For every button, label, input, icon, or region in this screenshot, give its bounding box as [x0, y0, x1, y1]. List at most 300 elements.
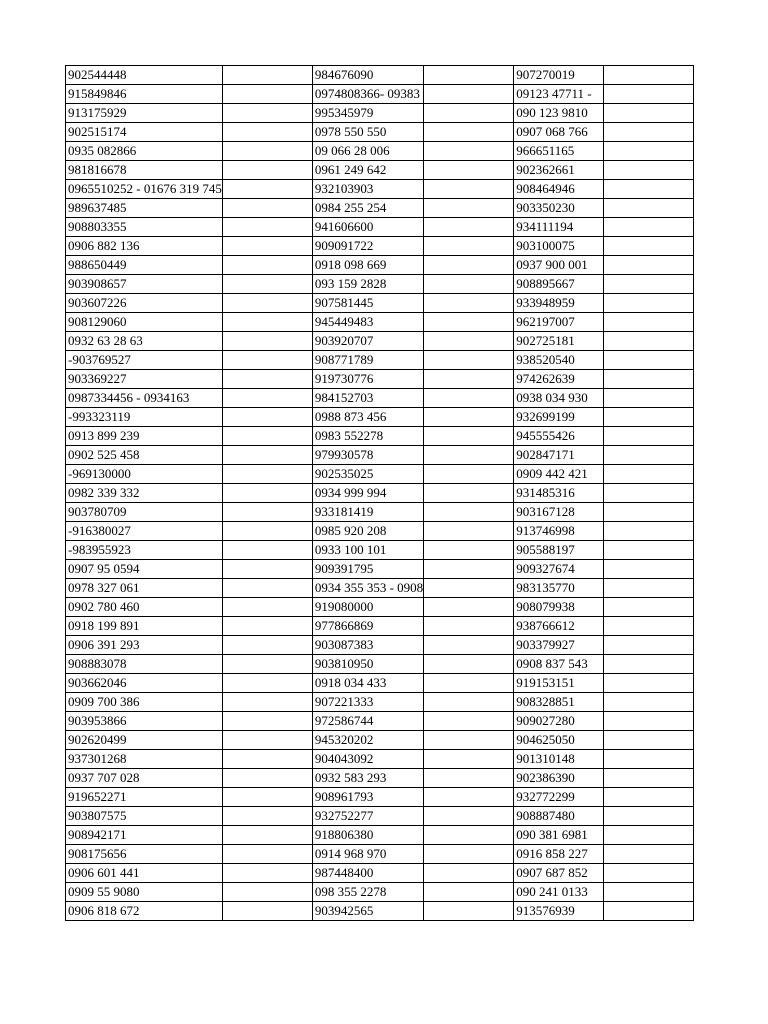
table-cell[interactable]: [424, 560, 514, 579]
table-cell[interactable]: [604, 788, 694, 807]
table-cell[interactable]: 903810950: [312, 655, 423, 674]
table-cell[interactable]: 937301268: [66, 750, 223, 769]
table-cell[interactable]: 903167128: [514, 503, 604, 522]
table-cell[interactable]: [604, 446, 694, 465]
table-cell[interactable]: 981816678: [66, 161, 223, 180]
table-cell[interactable]: 938520540: [514, 351, 604, 370]
table-cell[interactable]: 0906 882 136: [66, 237, 223, 256]
table-row: [66, 864, 694, 883]
table-cell[interactable]: [424, 484, 514, 503]
table-cell[interactable]: [222, 446, 312, 465]
table-cell[interactable]: 903369227: [66, 370, 223, 389]
table-cell[interactable]: -916380027: [66, 522, 223, 541]
table-cell[interactable]: [222, 693, 312, 712]
table-cell[interactable]: 979930578: [312, 446, 423, 465]
table-cell[interactable]: [222, 123, 312, 142]
table-cell[interactable]: [424, 446, 514, 465]
table-cell[interactable]: 908895667: [514, 275, 604, 294]
table-cell[interactable]: [604, 579, 694, 598]
table-cell[interactable]: 0908 837 543: [514, 655, 604, 674]
table-cell[interactable]: 903100075: [514, 237, 604, 256]
table-cell[interactable]: 0906 601 441: [66, 864, 223, 883]
table-cell[interactable]: [604, 465, 694, 484]
table-cell[interactable]: 908129060: [66, 313, 223, 332]
table-cell[interactable]: 902386390: [514, 769, 604, 788]
table-row: [66, 826, 694, 845]
table-cell[interactable]: 966651165: [514, 142, 604, 161]
table-cell[interactable]: [222, 408, 312, 427]
table-cell[interactable]: 908803355: [66, 218, 223, 237]
table-cell[interactable]: 933181419: [312, 503, 423, 522]
table-cell[interactable]: [222, 655, 312, 674]
table-cell[interactable]: 903908657: [66, 275, 223, 294]
table-cell[interactable]: 0907 95 0594: [66, 560, 223, 579]
table-cell[interactable]: 0937 707 028: [66, 769, 223, 788]
table-cell[interactable]: 093 159 2828: [312, 275, 423, 294]
table-cell[interactable]: [604, 237, 694, 256]
table-cell[interactable]: 0974808366- 09383: [312, 85, 423, 104]
spreadsheet-table: [65, 65, 694, 921]
table-cell[interactable]: [604, 351, 694, 370]
table-cell[interactable]: [222, 484, 312, 503]
table-cell[interactable]: 989637485: [66, 199, 223, 218]
table-cell[interactable]: [424, 294, 514, 313]
table-cell[interactable]: 987448400: [312, 864, 423, 883]
table-cell[interactable]: 932772299: [514, 788, 604, 807]
table-cell[interactable]: 0932 583 293: [312, 769, 423, 788]
table-cell[interactable]: [604, 332, 694, 351]
table-cell[interactable]: 0934 999 994: [312, 484, 423, 503]
table-cell[interactable]: [222, 902, 312, 921]
table-cell[interactable]: 0902 525 458: [66, 446, 223, 465]
table-cell[interactable]: [424, 845, 514, 864]
table-cell[interactable]: 0984 255 254: [312, 199, 423, 218]
table-cell[interactable]: [222, 199, 312, 218]
table-cell[interactable]: [222, 66, 312, 85]
table-cell[interactable]: [424, 598, 514, 617]
table-row: [66, 427, 694, 446]
table-cell[interactable]: [424, 693, 514, 712]
table-cell[interactable]: 945449483: [312, 313, 423, 332]
table-cell[interactable]: 0933 100 101: [312, 541, 423, 560]
table-cell[interactable]: 995345979: [312, 104, 423, 123]
table-cell[interactable]: [424, 256, 514, 275]
table-cell[interactable]: [604, 902, 694, 921]
table-cell[interactable]: [424, 313, 514, 332]
table-row: [66, 579, 694, 598]
table-cell[interactable]: [424, 864, 514, 883]
table-cell[interactable]: 932103903: [312, 180, 423, 199]
table-cell[interactable]: [604, 199, 694, 218]
table-cell[interactable]: 0961 249 642: [312, 161, 423, 180]
table-cell[interactable]: [424, 218, 514, 237]
table-row: [66, 465, 694, 484]
table-cell[interactable]: [222, 180, 312, 199]
table-cell[interactable]: [604, 370, 694, 389]
table-cell[interactable]: [222, 161, 312, 180]
table-cell[interactable]: [604, 522, 694, 541]
table-cell[interactable]: [604, 275, 694, 294]
table-cell[interactable]: 933948959: [514, 294, 604, 313]
table-cell[interactable]: 0913 899 239: [66, 427, 223, 446]
table-row: [66, 275, 694, 294]
table-cell[interactable]: [222, 275, 312, 294]
table-cell[interactable]: 0934 355 353 - 0908: [312, 579, 423, 598]
table-cell[interactable]: [604, 313, 694, 332]
table-cell[interactable]: 0909 700 386: [66, 693, 223, 712]
table-cell[interactable]: 905588197: [514, 541, 604, 560]
table-cell[interactable]: 908961793: [312, 788, 423, 807]
table-cell[interactable]: 902620499: [66, 731, 223, 750]
table-cell[interactable]: [424, 389, 514, 408]
table-cell[interactable]: 0907 687 852: [514, 864, 604, 883]
table-cell[interactable]: 962197007: [514, 313, 604, 332]
table-cell[interactable]: 934111194: [514, 218, 604, 237]
table-cell[interactable]: [222, 750, 312, 769]
table-row: [66, 750, 694, 769]
table-row: [66, 731, 694, 750]
table-cell[interactable]: [604, 66, 694, 85]
table-cell[interactable]: [222, 598, 312, 617]
table-cell[interactable]: 908328851: [514, 693, 604, 712]
table-row: [66, 85, 694, 104]
table-row: [66, 408, 694, 427]
table-cell[interactable]: [604, 560, 694, 579]
table-cell[interactable]: 09123 47711 -: [514, 85, 604, 104]
table-cell[interactable]: [604, 180, 694, 199]
table-cell[interactable]: -993323119: [66, 408, 223, 427]
table-cell[interactable]: [222, 389, 312, 408]
table-cell[interactable]: [424, 826, 514, 845]
table-cell[interactable]: [604, 769, 694, 788]
table-cell[interactable]: [604, 541, 694, 560]
table-cell[interactable]: [222, 104, 312, 123]
table-cell[interactable]: [222, 560, 312, 579]
table-cell[interactable]: [424, 351, 514, 370]
table-row: [66, 541, 694, 560]
table-cell[interactable]: 0906 391 293: [66, 636, 223, 655]
table-cell[interactable]: 0914 968 970: [312, 845, 423, 864]
table-row: [66, 503, 694, 522]
table-cell[interactable]: [604, 807, 694, 826]
table-cell[interactable]: 0978 550 550: [312, 123, 423, 142]
table-cell[interactable]: [604, 484, 694, 503]
table-cell[interactable]: 0932 63 28 63: [66, 332, 223, 351]
table-row: [66, 142, 694, 161]
table-cell[interactable]: 907221333: [312, 693, 423, 712]
table-cell[interactable]: [222, 636, 312, 655]
table-cell[interactable]: [222, 85, 312, 104]
table-cell[interactable]: [604, 218, 694, 237]
table-cell[interactable]: 090 381 6981: [514, 826, 604, 845]
table-cell[interactable]: [424, 180, 514, 199]
table-cell[interactable]: [222, 845, 312, 864]
table-row: [66, 294, 694, 313]
table-cell[interactable]: 0985 920 208: [312, 522, 423, 541]
table-cell[interactable]: [222, 427, 312, 446]
table-cell[interactable]: [604, 883, 694, 902]
table-cell[interactable]: [424, 104, 514, 123]
table-cell[interactable]: 909327674: [514, 560, 604, 579]
table-cell[interactable]: [424, 85, 514, 104]
table-cell[interactable]: 903350230: [514, 199, 604, 218]
table-cell[interactable]: [222, 313, 312, 332]
table-cell[interactable]: 903942565: [312, 902, 423, 921]
table-cell[interactable]: [222, 864, 312, 883]
table-cell[interactable]: [604, 693, 694, 712]
table-row: [66, 237, 694, 256]
table-cell[interactable]: [604, 826, 694, 845]
table-cell[interactable]: [424, 712, 514, 731]
table-cell[interactable]: 983135770: [514, 579, 604, 598]
table-row: [66, 674, 694, 693]
table-cell[interactable]: [604, 142, 694, 161]
table-cell[interactable]: [424, 902, 514, 921]
table-cell[interactable]: 903807575: [66, 807, 223, 826]
table-cell[interactable]: 972586744: [312, 712, 423, 731]
table-cell[interactable]: 984152703: [312, 389, 423, 408]
table-row: [66, 655, 694, 674]
table-cell[interactable]: -903769527: [66, 351, 223, 370]
table-cell[interactable]: 0978 327 061: [66, 579, 223, 598]
table-cell[interactable]: 945320202: [312, 731, 423, 750]
table-cell[interactable]: [604, 712, 694, 731]
table-cell[interactable]: 908883078: [66, 655, 223, 674]
table-cell[interactable]: [222, 579, 312, 598]
table-cell[interactable]: 902362661: [514, 161, 604, 180]
table-cell[interactable]: 0965510252 - 01676 319 745: [66, 180, 223, 199]
table-cell[interactable]: [604, 674, 694, 693]
table-cell[interactable]: [604, 617, 694, 636]
table-cell[interactable]: 932752277: [312, 807, 423, 826]
table-cell[interactable]: [424, 66, 514, 85]
table-cell[interactable]: [424, 541, 514, 560]
table-cell[interactable]: [222, 503, 312, 522]
table-cell[interactable]: 903953866: [66, 712, 223, 731]
table-cell[interactable]: 902535025: [312, 465, 423, 484]
table-cell[interactable]: 098 355 2278: [312, 883, 423, 902]
table-cell[interactable]: [222, 769, 312, 788]
table-row: [66, 351, 694, 370]
table-cell[interactable]: [222, 788, 312, 807]
table-cell[interactable]: 0909 55 9080: [66, 883, 223, 902]
table-cell[interactable]: [604, 104, 694, 123]
table-cell[interactable]: 977866869: [312, 617, 423, 636]
table-cell[interactable]: [222, 807, 312, 826]
table-cell[interactable]: [424, 617, 514, 636]
table-cell[interactable]: [424, 788, 514, 807]
table-cell[interactable]: 903087383: [312, 636, 423, 655]
spreadsheet-body: [66, 66, 694, 921]
table-cell[interactable]: 901310148: [514, 750, 604, 769]
table-cell[interactable]: 932699199: [514, 408, 604, 427]
table-cell[interactable]: 0983 552278: [312, 427, 423, 446]
table-row: [66, 332, 694, 351]
table-cell[interactable]: [604, 389, 694, 408]
table-cell[interactable]: [604, 598, 694, 617]
table-cell[interactable]: 919080000: [312, 598, 423, 617]
table-cell[interactable]: 0902 780 460: [66, 598, 223, 617]
table-cell[interactable]: [424, 769, 514, 788]
table-cell[interactable]: 909027280: [514, 712, 604, 731]
table-cell[interactable]: [604, 503, 694, 522]
table-cell[interactable]: [604, 123, 694, 142]
table-cell[interactable]: 090 241 0133: [514, 883, 604, 902]
table-cell[interactable]: 0937 900 001: [514, 256, 604, 275]
table-cell[interactable]: 931485316: [514, 484, 604, 503]
table-cell[interactable]: 907581445: [312, 294, 423, 313]
table-cell[interactable]: [222, 826, 312, 845]
table-cell[interactable]: [424, 883, 514, 902]
table-cell[interactable]: [222, 256, 312, 275]
table-cell[interactable]: [222, 332, 312, 351]
table-cell[interactable]: 909391795: [312, 560, 423, 579]
table-cell[interactable]: 903920707: [312, 332, 423, 351]
table-row: [66, 370, 694, 389]
table-cell[interactable]: [222, 351, 312, 370]
table-cell[interactable]: [424, 142, 514, 161]
table-cell[interactable]: 0906 818 672: [66, 902, 223, 921]
table-cell[interactable]: 903780709: [66, 503, 223, 522]
table-cell[interactable]: [424, 408, 514, 427]
table-cell[interactable]: 902515174: [66, 123, 223, 142]
table-cell[interactable]: 903662046: [66, 674, 223, 693]
table-cell[interactable]: 902725181: [514, 332, 604, 351]
table-cell[interactable]: [604, 655, 694, 674]
table-cell[interactable]: 0918 098 669: [312, 256, 423, 275]
table-row: [66, 560, 694, 579]
table-cell[interactable]: 915849846: [66, 85, 223, 104]
table-cell[interactable]: 913576939: [514, 902, 604, 921]
table-cell[interactable]: -983955923: [66, 541, 223, 560]
table-cell[interactable]: 904625050: [514, 731, 604, 750]
table-cell[interactable]: 904043092: [312, 750, 423, 769]
table-cell[interactable]: 908887480: [514, 807, 604, 826]
table-cell[interactable]: 913746998: [514, 522, 604, 541]
table-cell[interactable]: [604, 161, 694, 180]
table-cell[interactable]: [222, 522, 312, 541]
table-cell[interactable]: [222, 617, 312, 636]
table-row: [66, 161, 694, 180]
table-cell[interactable]: 902847171: [514, 446, 604, 465]
table-cell[interactable]: 0907 068 766: [514, 123, 604, 142]
table-cell[interactable]: [222, 237, 312, 256]
table-cell[interactable]: [604, 731, 694, 750]
table-cell[interactable]: [424, 579, 514, 598]
table-cell[interactable]: [424, 332, 514, 351]
table-cell[interactable]: 0938 034 930: [514, 389, 604, 408]
table-cell[interactable]: [424, 807, 514, 826]
table-cell[interactable]: [604, 750, 694, 769]
table-cell[interactable]: 907270019: [514, 66, 604, 85]
table-cell[interactable]: [222, 674, 312, 693]
table-row: [66, 788, 694, 807]
table-cell[interactable]: 0988 873 456: [312, 408, 423, 427]
table-cell[interactable]: [424, 674, 514, 693]
table-cell[interactable]: [424, 427, 514, 446]
table-cell[interactable]: 903607226: [66, 294, 223, 313]
table-cell[interactable]: [424, 655, 514, 674]
table-cell[interactable]: 919730776: [312, 370, 423, 389]
table-cell[interactable]: 908175656: [66, 845, 223, 864]
table-cell[interactable]: [604, 427, 694, 446]
table-cell[interactable]: 945555426: [514, 427, 604, 446]
table-cell[interactable]: [222, 731, 312, 750]
table-cell[interactable]: 908942171: [66, 826, 223, 845]
table-cell[interactable]: 0916 858 227: [514, 845, 604, 864]
table-cell[interactable]: [604, 408, 694, 427]
table-cell[interactable]: 938766612: [514, 617, 604, 636]
table-cell[interactable]: [424, 731, 514, 750]
table-cell[interactable]: [222, 294, 312, 313]
table-cell[interactable]: [604, 845, 694, 864]
table-cell[interactable]: 908771789: [312, 351, 423, 370]
table-cell[interactable]: [222, 712, 312, 731]
table-cell[interactable]: [424, 199, 514, 218]
table-cell[interactable]: [222, 142, 312, 161]
table-cell[interactable]: [222, 883, 312, 902]
table-cell[interactable]: [424, 636, 514, 655]
table-cell[interactable]: 902544448: [66, 66, 223, 85]
table-cell[interactable]: [424, 465, 514, 484]
table-cell[interactable]: 974262639: [514, 370, 604, 389]
table-row: [66, 104, 694, 123]
table-cell[interactable]: 903379927: [514, 636, 604, 655]
table-cell[interactable]: [222, 465, 312, 484]
table-cell[interactable]: 919153151: [514, 674, 604, 693]
table-cell[interactable]: 0918 034 433: [312, 674, 423, 693]
table-cell[interactable]: [222, 370, 312, 389]
table-cell[interactable]: 090 123 9810: [514, 104, 604, 123]
table-cell[interactable]: [424, 275, 514, 294]
table-cell[interactable]: 984676090: [312, 66, 423, 85]
table-cell[interactable]: [424, 370, 514, 389]
table-cell[interactable]: 919652271: [66, 788, 223, 807]
table-cell[interactable]: [222, 541, 312, 560]
table-cell[interactable]: 0982 339 332: [66, 484, 223, 503]
table-cell[interactable]: 0987334456 - 0934163: [66, 389, 223, 408]
table-cell[interactable]: [424, 522, 514, 541]
table-cell[interactable]: [424, 750, 514, 769]
table-cell[interactable]: 909091722: [312, 237, 423, 256]
table-cell[interactable]: 908464946: [514, 180, 604, 199]
table-cell[interactable]: 0909 442 421: [514, 465, 604, 484]
table-cell[interactable]: [424, 161, 514, 180]
table-cell[interactable]: -969130000: [66, 465, 223, 484]
table-row: [66, 598, 694, 617]
table-row: [66, 617, 694, 636]
table-cell[interactable]: [604, 294, 694, 313]
table-cell[interactable]: [604, 864, 694, 883]
table-cell[interactable]: 941606600: [312, 218, 423, 237]
table-cell[interactable]: [604, 256, 694, 275]
table-cell[interactable]: 0935 082866: [66, 142, 223, 161]
table-cell[interactable]: [424, 237, 514, 256]
table-cell[interactable]: 0918 199 891: [66, 617, 223, 636]
table-cell[interactable]: 913175929: [66, 104, 223, 123]
table-cell[interactable]: 908079938: [514, 598, 604, 617]
table-cell[interactable]: [604, 85, 694, 104]
table-cell[interactable]: 09 066 28 006: [312, 142, 423, 161]
table-cell[interactable]: [424, 123, 514, 142]
table-cell[interactable]: 918806380: [312, 826, 423, 845]
table-cell[interactable]: [222, 218, 312, 237]
table-cell[interactable]: [604, 636, 694, 655]
table-row: [66, 218, 694, 237]
table-cell[interactable]: 988650449: [66, 256, 223, 275]
table-cell[interactable]: [424, 503, 514, 522]
table-row: [66, 180, 694, 199]
